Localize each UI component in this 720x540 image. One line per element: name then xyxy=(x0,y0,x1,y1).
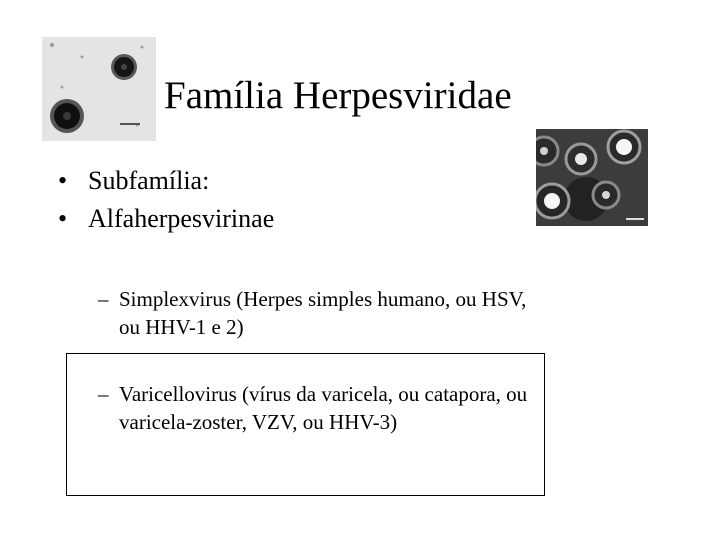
bullet-marker: • xyxy=(58,166,68,195)
slide-title: Família Herpesviridae xyxy=(164,74,512,117)
subbullet-marker: – xyxy=(98,287,109,311)
bullet-text: Subfamília: xyxy=(88,166,210,195)
subbullet-varicellovirus xyxy=(98,380,538,436)
bullet-item-alfaherpesvirinae xyxy=(58,200,274,238)
subbullet-text: Simplexvirus (Herpes simples humano, ou HSV, ou HHV-1 e 2) xyxy=(119,287,527,339)
bullet-text: Alfaherpesvirinae xyxy=(88,204,275,233)
virus-micrograph-left xyxy=(42,37,156,141)
subbullet-simplexvirus xyxy=(98,285,538,341)
bullet-list xyxy=(58,162,274,238)
virus-micrograph-right xyxy=(536,129,648,226)
virus-capsids-icon xyxy=(536,129,648,226)
bullet-marker: • xyxy=(58,204,68,233)
bullet-item-subfamilia xyxy=(58,162,274,200)
virus-particles-icon xyxy=(42,37,156,141)
subbullet-text: Varicellovirus (vírus da varicela, ou catapora, ou varicela-zoster, VZV, ou HHV-3) xyxy=(119,382,528,434)
subbullet-marker: – xyxy=(98,382,109,406)
